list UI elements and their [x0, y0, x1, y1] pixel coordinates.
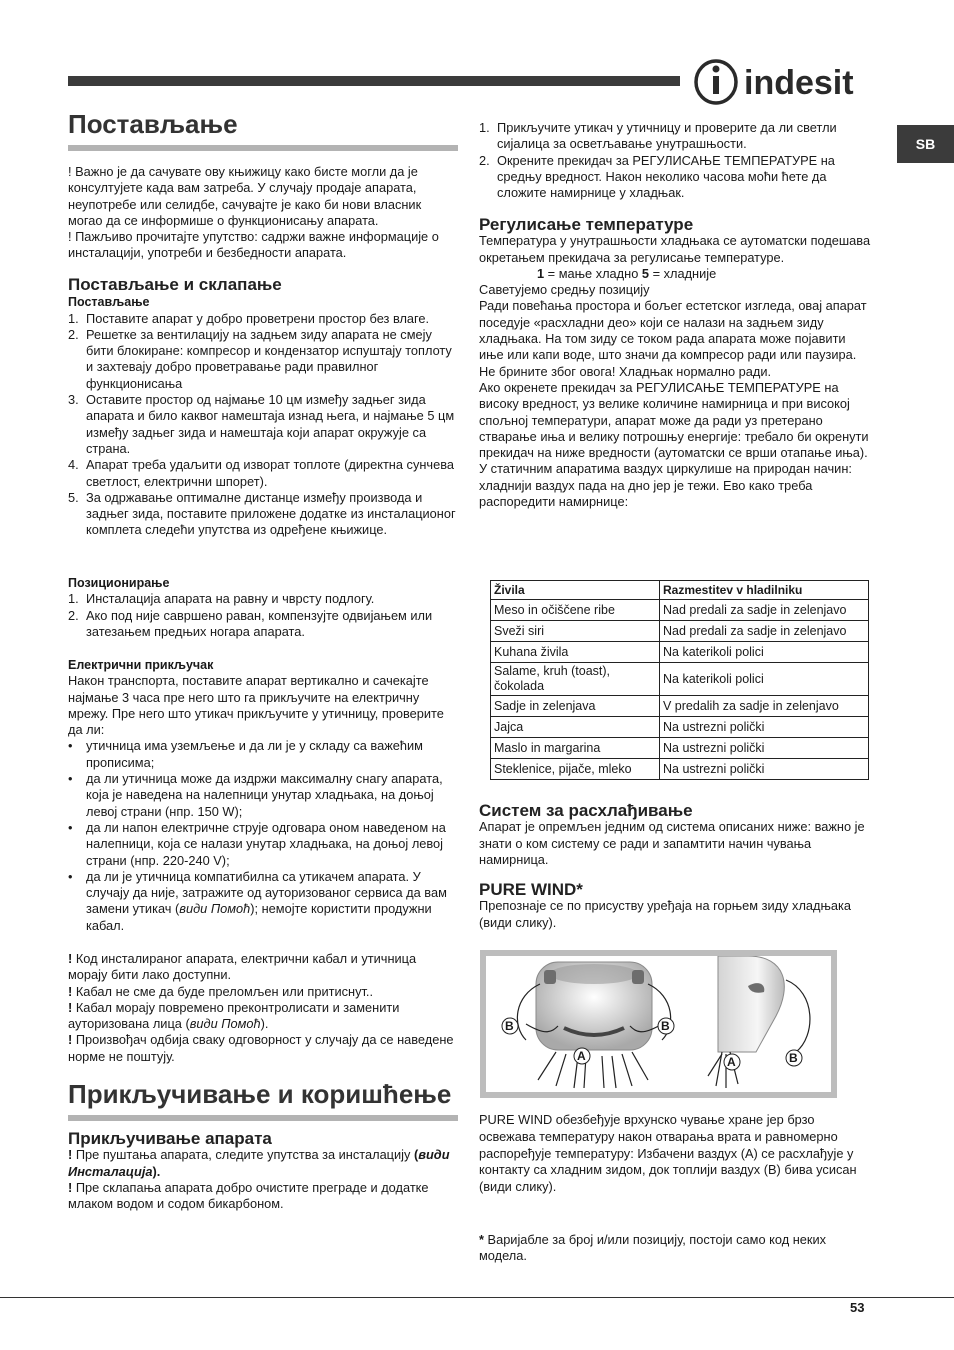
- subheading-connection: Прикључивање апарата: [68, 1129, 272, 1148]
- positioning-section: [68, 575, 458, 640]
- list-item: • утичница има уземљење и да ли је у складу са важећим прописима;: [68, 738, 423, 770]
- start-section: [479, 120, 871, 201]
- table-row: Jajca Na ustrezni polički: [491, 717, 869, 738]
- airflow-illustration: [486, 956, 831, 1092]
- table-row: Steklenice, pijače, mleko Na ustrezni polički: [491, 759, 869, 780]
- purewind-section: [479, 882, 871, 931]
- figure-label-a: A: [727, 1055, 736, 1069]
- subheading-purewind: PURE WIND*: [479, 880, 583, 899]
- positioning-list: [68, 591, 458, 640]
- list-item: 1. Инсталација апарата на равну и чврсту подлогу.: [68, 591, 375, 607]
- minor-heading-positioning: Позиционирање: [68, 576, 170, 590]
- section-title-installation: Постављање: [68, 109, 238, 139]
- intro-block: [68, 164, 458, 262]
- cooling-section: [479, 803, 871, 868]
- cooling-text: Апарат је опремљен једним од система описаних ниже: важно је знати о ком систему се ради и запамтити начин чувања намирница.: [479, 819, 865, 867]
- list-item: • да ли је утичница компатибилна са утикачем апарата. У случају да није, затражите од ауторизованог сервиса да вам замени утикач (види Помоћ); немојте користити продужни кабал.: [68, 868, 447, 933]
- list-item: • да ли утичница може да издржи максималну снагу апарата, која је наведена на налепници унутар хладњака, на доњој левој страни (нпр. 150 W);: [68, 771, 443, 819]
- list-item: 3. Оставите простор од најмање 10 цм између задњег зида апарата и било каквог намештаја изнад њега, и најмање 5 цм између задњег зида и намештаја који апарат окружује са страна.: [68, 392, 455, 456]
- figure-label-b: B: [789, 1051, 798, 1065]
- page-number: 53: [850, 1300, 865, 1315]
- figure-label-b: B: [505, 1019, 514, 1033]
- subheading-cooling: Систем за расхлађивање: [479, 801, 693, 820]
- footer-rule: [0, 1297, 954, 1298]
- connection-text: ! Пре склапања апарата добро очистите преграде и додатке млаком водом и содом бикарбоном.: [68, 1179, 429, 1212]
- intro-paragraph: ! Пажљиво прочитајте упутство: садржи важне информације о инсталацији, употреби и безбедности апарата.: [68, 229, 439, 261]
- electrical-intro: Након транспорта, поставите апарат вертикално и сачекајте најмање 3 часа пре него што га прикључите на електричну мрежу. Пре него што утикач прикључите у утичницу, проверите да ли:: [68, 673, 444, 738]
- table-row: Meso in očiščene ribe Nad predali za sadje in zelenjavo: [491, 600, 869, 621]
- title-underline: [68, 145, 458, 151]
- table-header-row: [491, 581, 869, 600]
- intro-paragraph: ! Важно је да сачувате ову књижицу како бисте могли да је консултујете када вам затреба. У случају продаје апарата, неупотребе или селидбе, сачувајте је како би нови власник могао да се информише о функционисању апарата.: [68, 164, 422, 228]
- list-item: • да ли напон електричне струје одговара оном наведеном на налепници, која се налази унутар хладњака, на доњој левој страни (нпр. 220-240 V);: [68, 819, 446, 868]
- food-placement-table: [490, 580, 869, 780]
- minor-heading-placement: Постављање: [68, 295, 150, 310]
- subheading-setup: Постављање и склапање: [68, 275, 282, 294]
- section-title-connection: Прикључивање и коришћење: [68, 1079, 452, 1109]
- list-item: 2. Окрените прекидач за РЕГУЛИСАЊЕ ТЕМПЕРАТУРЕ на средњу вредност. Након неколико часова моћи ћете да сложите намирнице у хладњак.: [479, 152, 835, 201]
- title-underline: [68, 1115, 458, 1121]
- list-item: 1. Поставите апарат у добро проветрени простор без влаге.: [68, 310, 430, 326]
- temperature-scale: 1 = мање хладно 5 = хладније: [537, 265, 717, 281]
- table-row: Maslo in margarina Na ustrezni polički: [491, 738, 869, 759]
- list-item: 2. Решетке за вентилацију на задњем зиду апарата не смеју бити блокиране: компресор и кондензатор испуштају топлоту и захтевају добро проветравање ради правилног функционисања: [68, 326, 452, 391]
- table-row: Salame, kruh (toast), čokolada Na katerikoli polici: [491, 663, 869, 696]
- table-row: Kuhana živila Na katerikoli polici: [491, 642, 869, 663]
- table-row: Sadje in zelenjava V predalih za sadje in zelenjavo: [491, 696, 869, 717]
- warning-text: ! Кабал не сме да буде преломљен или притиснут..: [68, 983, 374, 999]
- footnote: * Варијабле за број и/или позицију, постоји само код неких модела.: [479, 1232, 827, 1264]
- subheading-temperature: Регулисање температуре: [479, 215, 694, 234]
- figure-label-a: A: [577, 1049, 586, 1063]
- setup-list: [68, 311, 458, 539]
- warning-text: ! Кабал морају повремено преконтролисати и заменити ауторизована лица (види Помоћ).: [68, 999, 400, 1032]
- table-row: Sveži siri Nad predali za sadje in zelenjavo: [491, 621, 869, 642]
- connection-text: ! Пре пуштања апарата, следите упутства за инсталацију (види Инсталација).: [68, 1147, 450, 1179]
- header-bar: [68, 76, 680, 86]
- connection-section: [68, 1131, 458, 1212]
- electrical-checklist: [68, 738, 458, 934]
- purewind-description: PURE WIND обезбеђује врхунско чување хране јер брзо освежава температуру након отварања врата и равномерно распоређује температуру: Избачени ваздух (A) се расхлађује у контакту са хладним зидом, док топлији ваздух (B) бива усисан (види слику).: [479, 1112, 857, 1195]
- minor-heading-electrical: Електрични прикључак: [68, 658, 214, 672]
- list-item: 5. За одржавање оптималне дистанце између производа и задњег зида, поставите приложене додатке из инсталационог комплета следећи упутства из одређене књижице.: [68, 489, 456, 538]
- temperature-section: [479, 217, 871, 510]
- warnings-block: [68, 951, 458, 1065]
- temperature-text: Температура у унутрашњости хладњака се аутоматски подешава окретањем прекидача за регулисање температуре.: [479, 233, 871, 265]
- list-item: 4. Апарат треба удаљити од изворат топлоте (директна сунчева светлост, електрични шпорет).: [68, 457, 454, 489]
- table-header-cell: Živila: [491, 581, 660, 600]
- figure-label-b: B: [661, 1019, 670, 1033]
- warning-text: ! Код инсталираног апарата, електрични кабал и утичница морају бити лако доступни.: [68, 951, 417, 983]
- temperature-text: Саветујемо средњу позицију: [479, 282, 650, 298]
- temperature-text: У статичним апаратима ваздух циркулише на природан начин: хладнији ваздух пада на дно јер је тежи. Ево како треба распоредити намирнице:: [479, 461, 852, 510]
- temperature-text: Ако окренете прекидач за РЕГУЛИСАЊЕ ТЕМПЕРАТУРЕ на високу вредност, уз велике количине намирница и при високој спољној температури, апарат може да ради уз претерано стварање иња и велику потрошњу енергије: требало би окренути прекидач на ниже вредности (аутоматски се врши отапање иња).: [479, 379, 869, 461]
- warning-text: ! Произвођач одбија сваку одговорност у случају да се наведене норме не поштују.: [68, 1032, 454, 1064]
- language-tab: SB: [897, 125, 954, 163]
- purewind-figure: [480, 950, 837, 1098]
- purewind-text: Препознаје се по присуству уређаја на горњем зиду хладњака (види слику).: [479, 898, 852, 930]
- brand-wordmark: indesit: [744, 64, 854, 102]
- list-item: 1. Прикључите утикач у утичницу и проверите да ли светли сијалица за осветљавање унутрашњости.: [479, 120, 837, 152]
- setup-section: [68, 277, 458, 539]
- table-header-cell: Razmestitev v hladilniku: [660, 581, 869, 600]
- temperature-text: Ради повећања простора и бољег естетског изгледа, овај апарат поседује «расхладни део» који се налази на задњем зиду хладњака. На том зиду се током рада апарата може појавити иње или капи воде, што значи да компресор ради или паузира. Не брините због овога! Хладњак нормално ради.: [479, 298, 867, 379]
- start-list: [479, 120, 871, 201]
- electrical-section: [68, 657, 458, 934]
- list-item: 2. Ако под није савршено раван, компензујте одвијањем или затезањем предњих ногара апарата.: [68, 607, 433, 639]
